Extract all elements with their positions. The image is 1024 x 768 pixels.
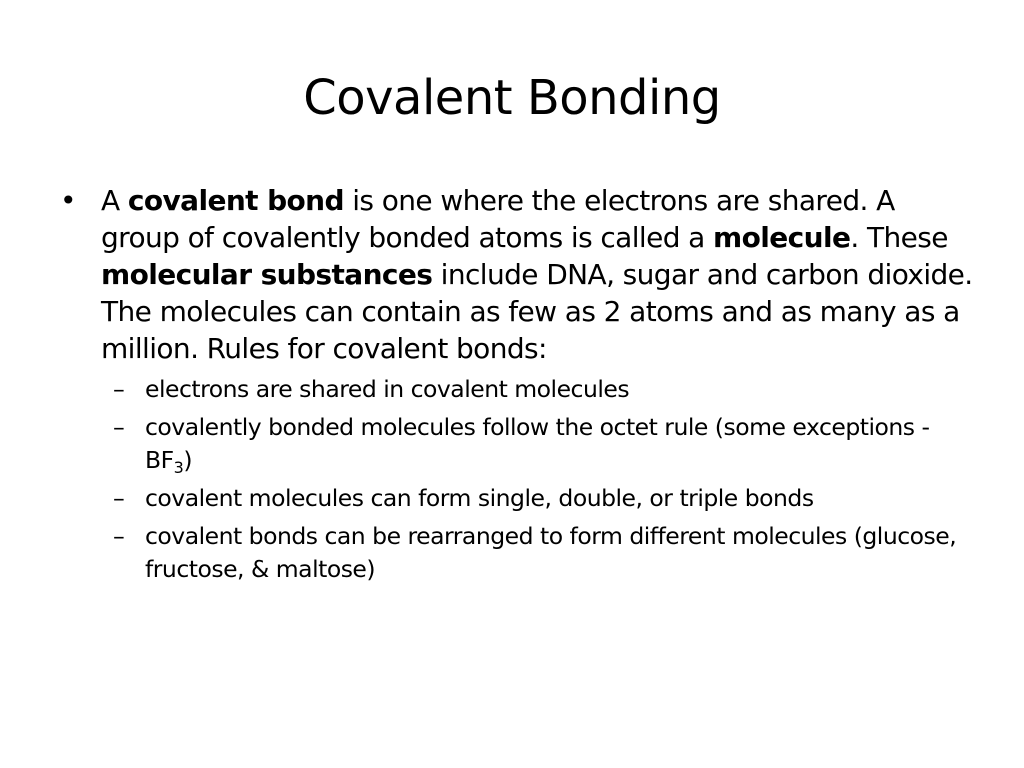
text-run: ) bbox=[183, 446, 192, 474]
text-run: . These bbox=[850, 221, 948, 254]
sub-bullet-text: covalent bonds can be rearranged to form different molecules (glucose, fructose, & maltose) bbox=[145, 522, 957, 583]
sub-bullet-text: electrons are shared in covalent molecules bbox=[145, 375, 630, 403]
main-bullet-text bbox=[101, 184, 973, 365]
slide-body bbox=[56, 182, 976, 591]
sub-bullet-marker: – bbox=[113, 522, 125, 550]
text-run: include DNA, sugar and carbon dioxide. The molecules can contain as few as 2 atoms and as many as a million. Rules for covalent bonds: bbox=[101, 258, 973, 365]
sub-bullet bbox=[56, 411, 976, 477]
text-run: A bbox=[101, 184, 128, 217]
sub-bullet-marker: – bbox=[113, 413, 125, 441]
bold-term-molecular-substances: molecular substances bbox=[101, 258, 433, 291]
sub-bullet-text bbox=[145, 413, 930, 477]
sub-bullet bbox=[56, 520, 976, 586]
main-bullet bbox=[56, 182, 976, 367]
subscript: 3 bbox=[173, 458, 184, 477]
text-run: covalently bonded molecules follow the octet rule (some exceptions - BF bbox=[145, 413, 930, 474]
text-run: is one where the electrons are shared. A group of covalently bonded atoms is called a bbox=[101, 184, 895, 254]
sub-bullet-marker: – bbox=[113, 484, 125, 512]
sub-bullet-marker: – bbox=[113, 375, 125, 403]
sub-bullet-text: covalent molecules can form single, double, or triple bonds bbox=[145, 484, 814, 512]
sub-bullet bbox=[56, 373, 976, 406]
slide-title: Covalent Bonding bbox=[303, 70, 721, 126]
bullet-marker: • bbox=[60, 184, 76, 217]
sub-bullet bbox=[56, 482, 976, 515]
sub-bullet-list bbox=[56, 373, 976, 586]
bold-term-molecule: molecule bbox=[713, 221, 851, 254]
bold-term-covalent-bond: covalent bond bbox=[127, 184, 344, 217]
